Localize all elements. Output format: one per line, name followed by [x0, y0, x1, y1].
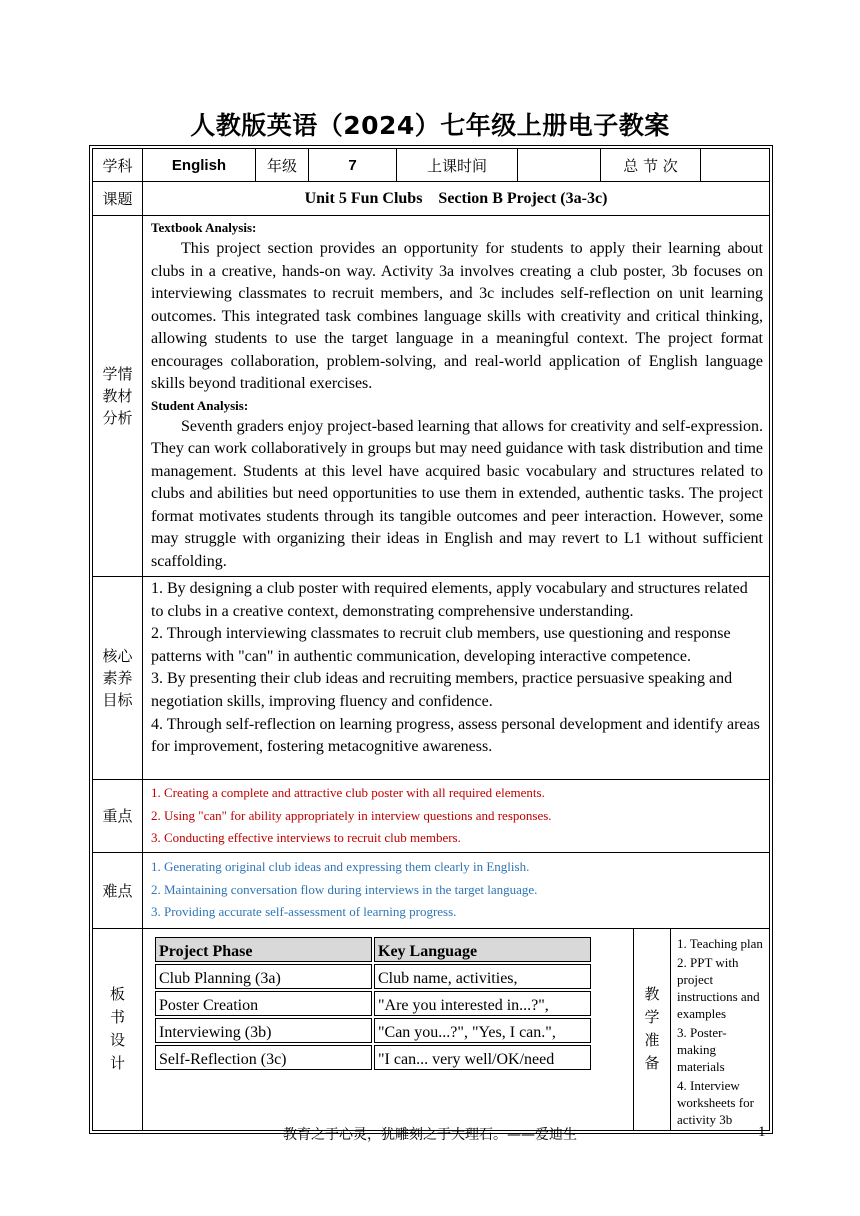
textbook-analysis-text: This project section provides an opportunity for students to apply their learning about clubs in a creative, hands-on way. Activity 3a involves creating a club poster, 3b focuses on interviewing classmates to recruit members, and 3c includes self-reflection on unit learning outcomes. This integrated task combines language skills with creativity and critical thinking, allowing students to use the target language in a meaningful context. The project format encourages collaboration, problem-solving, and real-world application of English language skills beyond traditional exercises.: [151, 240, 763, 392]
analysis-content: [143, 216, 770, 577]
prep-item: 1. Teaching plan: [677, 935, 763, 951]
prep-item: 2. PPT with project instructions and examples: [677, 954, 760, 1021]
analysis-row: [93, 216, 770, 577]
prep-label: 教 学 准 备: [634, 928, 671, 1130]
difficulty-item: 1. Generating original club ideas and expressing them clearly in English.: [151, 859, 530, 875]
footer-quote: 教育之于心灵，犹雕刻之于大理石。——爱迪生: [283, 1127, 577, 1143]
page-number: 1: [758, 1124, 766, 1140]
objectives-content: [143, 577, 770, 780]
topic-label: 课题: [93, 182, 143, 216]
board-content: [143, 928, 634, 1130]
key-point-item: 1. Creating a complete and attractive club poster with all required elements.: [151, 785, 545, 800]
topic-value: Unit 5 Fun Clubs Section B Project (3a-3c): [143, 182, 770, 216]
class-time-label: 上课时间: [397, 149, 518, 182]
board-cell: "Can you...?", "Yes, I can.",: [374, 1018, 591, 1043]
analysis-label: 学情 教材 分析: [93, 216, 143, 577]
difficulty-item: 3. Providing accurate self-assessment of learning progress.: [151, 904, 457, 920]
key-points-content: [143, 780, 770, 853]
board-cell: Club name, activities,: [374, 964, 591, 989]
grade-label: 年级: [256, 149, 309, 182]
prep-item: 3. Poster-making materials: [677, 1024, 727, 1074]
key-points-label: 重点: [93, 780, 143, 853]
header-row: [93, 149, 770, 182]
board-table: [153, 935, 593, 1072]
board-cell: Club Planning (3a): [155, 964, 372, 989]
page-title: 人教版英语（2024）七年级上册电子教案: [190, 111, 670, 140]
key-points-row: [93, 780, 770, 853]
key-point-item: 2. Using "can" for ability appropriately in interview questions and responses.: [151, 807, 552, 823]
board-cell: "Are you interested in...?",: [374, 991, 591, 1016]
student-analysis-text: Seventh graders enjoy project-based learning that allows for creativity and self-expression. They can work collaboratively in groups but may need guidance with task distribution and time management. Students at this level have acquired basic vocabulary and structures related to clubs and abilities but need opportunities to use them in extended, authentic tasks. The project format motivates students through its tangible outcomes and peer interaction. However, some may struggle with organizing their ideas in English and may revert to L1 without sufficient scaffolding.: [151, 417, 763, 570]
class-time-value: [518, 149, 601, 182]
objective-item: 3. By presenting their club ideas and recruiting members, practice persuasive speaking and negotiation skills, improving fluency and confidence.: [151, 670, 733, 710]
prep-content: [671, 928, 770, 1130]
difficulty-item: 2. Maintaining conversation flow during interviews in the target language.: [151, 881, 538, 897]
difficulties-content: [143, 852, 770, 928]
board-header-phase: Project Phase: [155, 937, 372, 962]
lesson-plan-table: [92, 148, 770, 1131]
prep-item: 4. Interview worksheets for activity 3b: [677, 1077, 754, 1127]
objective-item: 1. By designing a club poster with required elements, apply vocabulary and structures related to clubs in a creative context, demonstrating comprehensive understanding.: [151, 580, 748, 620]
key-point-item: 3. Conducting effective interviews to recruit club members.: [151, 830, 461, 845]
difficulties-label: 难点: [93, 852, 143, 928]
grade-value: 7: [309, 149, 397, 182]
topic-row: [93, 182, 770, 216]
subject-value: English: [143, 149, 256, 182]
board-cell: Self-Reflection (3c): [155, 1045, 372, 1070]
objectives-row: [93, 577, 770, 780]
student-analysis-heading: Student Analysis:: [151, 397, 249, 413]
board-cell: Poster Creation: [155, 991, 372, 1016]
objective-item: 4. Through self-reflection on learning progress, assess personal development and identify areas for improvement, fostering metacognitive awareness.: [151, 715, 760, 756]
board-cell: Interviewing (3b): [155, 1018, 372, 1043]
total-lessons-value: [701, 149, 770, 182]
objectives-label: 核心 素养 目标: [93, 577, 143, 780]
board-label: 板 书 设 计: [93, 928, 143, 1130]
total-lessons-label: 总 节 次: [601, 149, 701, 182]
objective-item: 2. Through interviewing classmates to recruit club members, use questioning and response patterns with "can" in authentic communication, developing interactive competence.: [151, 625, 731, 665]
difficulties-row: [93, 852, 770, 928]
board-row: [93, 928, 770, 1130]
board-header-language: Key Language: [374, 937, 591, 962]
textbook-analysis-heading: Textbook Analysis:: [151, 220, 257, 235]
subject-label: 学科: [93, 149, 143, 182]
board-cell: "I can... very well/OK/need: [374, 1045, 591, 1070]
